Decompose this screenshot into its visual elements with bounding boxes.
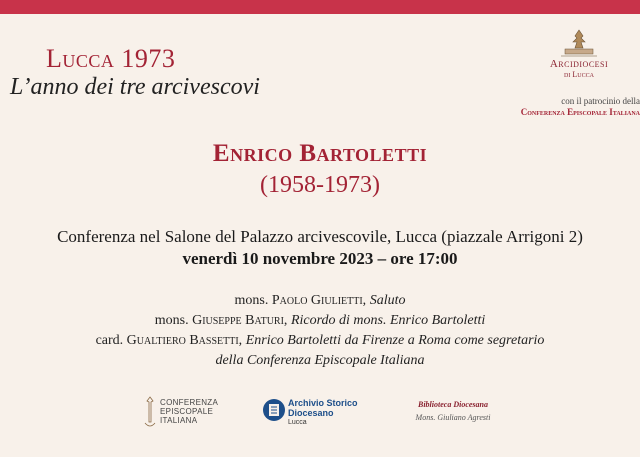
speaker-line <box>0 331 640 351</box>
speaker-title: card. <box>95 333 124 348</box>
library-name: Biblioteca Diocesana <box>418 400 488 409</box>
event-series-title: Lucca 1973 <box>46 44 176 73</box>
speakers-list <box>0 291 640 371</box>
event-series-subtitle: L’anno dei tre arcivescovi <box>10 74 260 100</box>
archdiocese-name: Arcidiocesi <box>549 58 609 70</box>
venue-line: Conferenza nel Salone del Palazzo arcivescovile, Lucca (piazzale Arrigoni 2) <box>57 227 583 246</box>
cei-cross-icon <box>142 396 158 430</box>
speaker-line <box>0 311 640 331</box>
cei-text-line: ITALIANA <box>160 416 198 425</box>
speaker-name: Gualtiero Bassetti, <box>126 333 243 348</box>
speaker-line-continuation <box>0 351 640 371</box>
archdiocese-place: di Lucca <box>564 70 594 79</box>
invitation-page <box>0 14 640 457</box>
speaker-title: mons. <box>154 313 189 328</box>
archive-text-line: Lucca <box>288 419 307 426</box>
coat-of-arms-icon <box>559 28 599 58</box>
speaker-talk: della Conferenza Episcopale Italiana <box>215 353 425 368</box>
speaker-talk: Ricordo di mons. Enrico Bartoletti <box>290 313 486 328</box>
library-dedication: Mons. Giuliano Agresti <box>415 413 491 422</box>
archive-logo-text <box>288 398 358 428</box>
honoree-years: (1958-1973) <box>260 172 380 198</box>
library-logo <box>398 398 508 424</box>
speaker-name: Paolo Giulietti, <box>271 293 367 308</box>
date-time-line: venerdì 10 novembre 2023 – ore 17:00 <box>182 249 458 268</box>
archive-text-line: Diocesano <box>288 408 334 418</box>
patronage-line-1: con il patrocinio della <box>561 96 640 106</box>
archive-emblem-icon <box>262 398 286 426</box>
speaker-talk: Enrico Bartoletti da Firenze a Roma come segretario <box>245 333 545 348</box>
cei-logo-text <box>160 398 218 425</box>
top-color-bar <box>0 0 640 14</box>
speaker-talk: Saluto <box>369 293 406 308</box>
speaker-name: Giuseppe Baturi, <box>192 313 288 328</box>
speaker-line <box>0 291 640 311</box>
cei-text-line: CONFERENZA <box>160 398 219 407</box>
speaker-title: mons. <box>234 293 269 308</box>
archdiocese-emblem <box>518 28 640 79</box>
honoree-name: Enrico Bartoletti <box>212 140 428 167</box>
partner-logos <box>0 396 640 446</box>
archive-text-line: Archivio Storico <box>288 398 358 408</box>
cei-text-line: EPISCOPALE <box>160 407 214 416</box>
patronage-note <box>520 96 640 118</box>
patronage-line-2: Conferenza Episcopale Italiana <box>520 107 640 117</box>
